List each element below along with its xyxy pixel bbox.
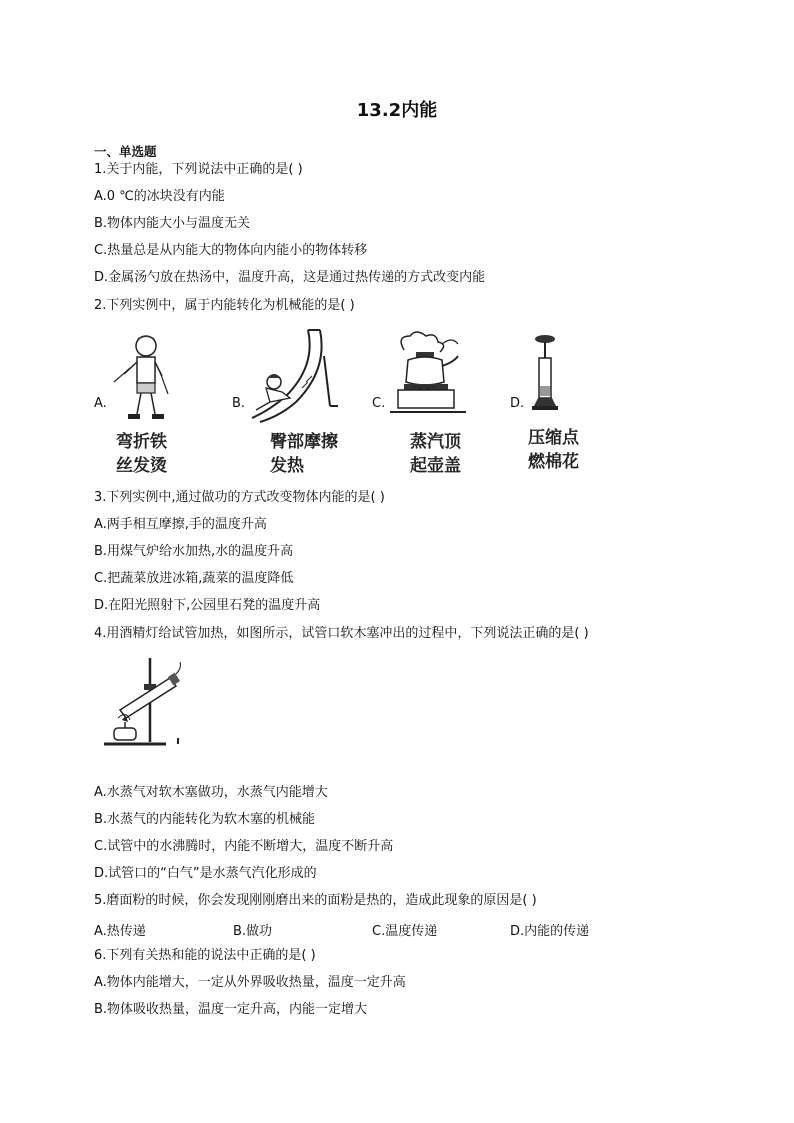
q3-stem: 3.下列实例中,通过做功的方式改变物体内能的是( )	[94, 490, 385, 505]
q4-option-c[interactable]: C.试管中的水沸腾时，内能不断增大，温度不断升高	[94, 839, 394, 854]
q4-stem: 4.用酒精灯给试管加热，如图所示，试管口软木塞冲出的过程中，下列说法正确的是( )	[94, 626, 589, 641]
q3-option-c[interactable]: C.把蔬菜放进冰箱,蔬菜的温度降低	[94, 571, 294, 586]
q2-figure-b-letter[interactable]: B.	[232, 396, 246, 411]
child-on-slide-icon	[246, 326, 346, 424]
q4-option-d[interactable]: D.试管口的“白气”是水蒸气汽化形成的	[94, 866, 317, 881]
boy-bending-wire-icon	[110, 332, 180, 424]
air-compression-tube-icon	[530, 334, 560, 414]
q2-figure-b-caption: 臀部摩擦 发热	[270, 432, 338, 476]
section-heading: 一、单选题	[94, 144, 157, 159]
q2-figure-a-letter[interactable]: A.	[94, 396, 107, 411]
q5-option-b[interactable]: B.做功	[233, 924, 273, 939]
q3-option-b[interactable]: B.用煤气炉给水加热,水的温度升高	[94, 544, 294, 559]
q2-figure-c-letter[interactable]: C.	[372, 396, 386, 411]
q2-figure-d-caption: 压缩点 燃棉花	[528, 428, 579, 472]
boiling-kettle-icon	[386, 330, 472, 420]
q4-option-a[interactable]: A.水蒸气对软木塞做功，水蒸气内能增大	[94, 785, 328, 800]
q2-figure-c-caption: 蒸汽顶 起壶盖	[410, 432, 461, 476]
q5-stem: 5.磨面粉的时候，你会发现刚刚磨出来的面粉是热的，造成此现象的原因是( )	[94, 893, 537, 908]
q5-option-d[interactable]: D.内能的传递	[510, 924, 590, 939]
q5-option-a[interactable]: A.热传递	[94, 924, 146, 939]
q1-option-d[interactable]: D.金属汤勺放在热汤中，温度升高，这是通过热传递的方式改变内能	[94, 270, 486, 285]
q1-stem: 1.关于内能，下列说法中正确的是( )	[94, 162, 303, 177]
q2-figure-d-letter[interactable]: D.	[510, 396, 525, 411]
q6-stem: 6.下列有关热和能的说法中正确的是( )	[94, 948, 316, 963]
q3-option-d[interactable]: D.在阳光照射下,公园里石凳的温度升高	[94, 598, 321, 613]
test-tube-heating-apparatus-icon	[100, 654, 184, 750]
page-title: 13.2内能	[356, 100, 438, 121]
q3-option-a[interactable]: A.两手相互摩擦,手的温度升高	[94, 517, 267, 532]
q1-option-b[interactable]: B.物体内能大小与温度无关	[94, 216, 251, 231]
q2-figure-a-caption: 弯折铁 丝发烫	[116, 432, 167, 476]
q5-option-c[interactable]: C.温度传递	[372, 924, 438, 939]
q1-option-c[interactable]: C.热量总是从内能大的物体向内能小的物体转移	[94, 243, 368, 258]
q4-option-b[interactable]: B.水蒸气的内能转化为软木塞的机械能	[94, 812, 316, 827]
q6-option-a[interactable]: A.物体内能增大，一定从外界吸收热量，温度一定升高	[94, 975, 406, 990]
q1-option-a[interactable]: A.0 ℃的冰块没有内能	[94, 189, 225, 204]
q6-option-b[interactable]: B.物体吸收热量，温度一定升高，内能一定增大	[94, 1002, 368, 1017]
q2-stem: 2.下列实例中，属于内能转化为机械能的是( )	[94, 298, 355, 313]
